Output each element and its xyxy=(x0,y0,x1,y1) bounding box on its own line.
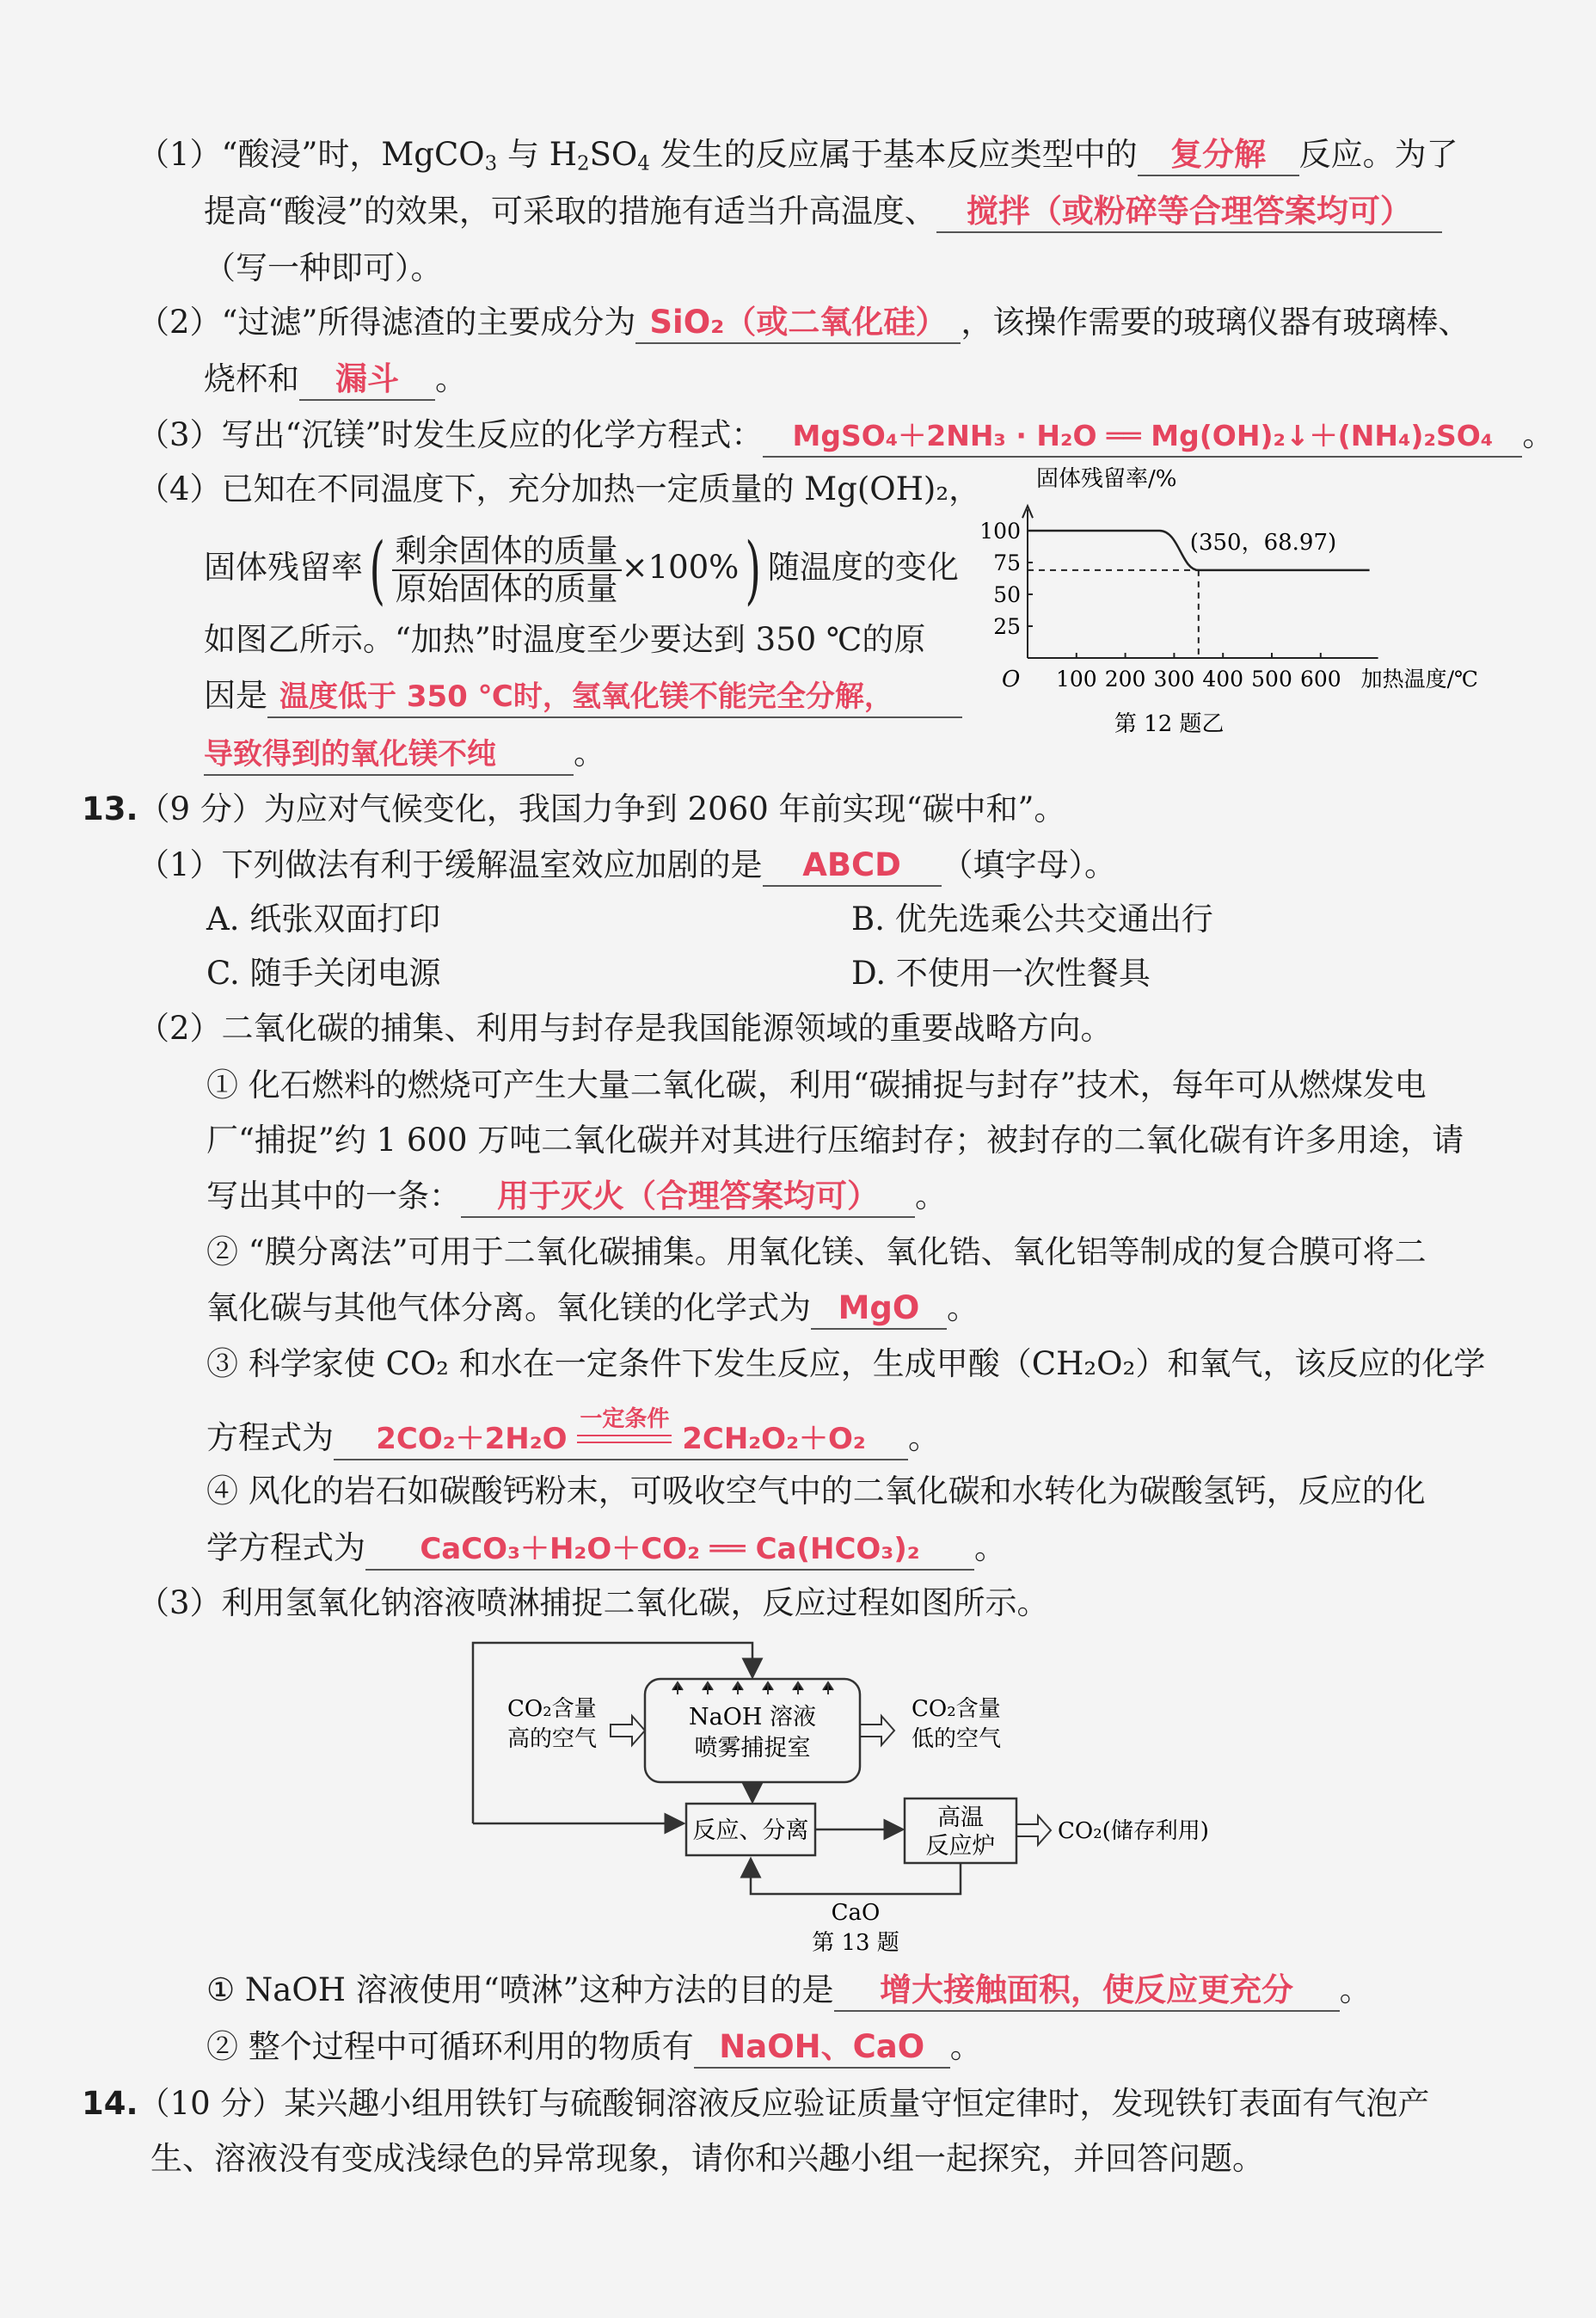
text: 。 xyxy=(1339,1971,1372,2008)
q12-part2-line1 xyxy=(138,302,1470,344)
answer-blank: 温度低于 350 ℃时，氢氧化镁不能完全分解， xyxy=(267,677,962,718)
text: SO xyxy=(589,136,638,173)
x-tick-label: 600 xyxy=(1299,667,1341,692)
q12-part1-line3: （写一种即可）。 xyxy=(204,249,443,286)
q13-part2: （2）二氧化碳的捕集、利用与封存是我国能源领域的重要战略方向。 xyxy=(138,1010,1113,1047)
q12-part2-line2 xyxy=(204,359,467,401)
cao-label: CaO xyxy=(831,1900,881,1926)
answer-blank: MgSO₄＋2NH₃ · H₂O ══ Mg(OH)₂↓＋(NH₄)₂SO₄ xyxy=(763,416,1522,458)
answer-blank: 搅拌（或粉碎等合理答案均可） xyxy=(936,192,1442,233)
separation-label: 反应、分离 xyxy=(692,1817,809,1844)
q13-sub4-line1: ④ 风化的岩石如碳酸钙粉末，可吸收空气中的二氧化碳和水转化为碳酸氢钙，反应的化 xyxy=(206,1473,1426,1509)
reaction-condition: 一定条件 xyxy=(580,1405,670,1432)
y-tick-label: 75 xyxy=(993,550,1021,575)
option-d: D. 不使用一次性餐具 xyxy=(851,955,1151,992)
answer-blank: CaCO₃＋H₂O＋CO₂ ══ Ca(HCO₃)₂ xyxy=(365,1529,974,1571)
question-number: 14. xyxy=(82,2085,138,2122)
equals-sign xyxy=(577,1405,672,1449)
equation-answer xyxy=(334,1405,908,1460)
y-axis-label: 固体残留率/% xyxy=(1036,466,1177,492)
x-tick-label: 400 xyxy=(1202,667,1244,692)
x-tick-label: 300 xyxy=(1153,667,1195,692)
answer-blank: 增大接触面积，使反应更充分 xyxy=(834,1971,1340,2012)
text: 氧化碳与其他气体分离。氧化镁的化学式为 xyxy=(206,1289,811,1326)
q13-sub3-line1: ③ 科学家使 CO₂ 和水在一定条件下发生反应，生成甲酸（CH₂O₂）和氧气，该反应的化学 xyxy=(206,1345,1486,1382)
furnace-label-2: 反应炉 xyxy=(925,1833,996,1860)
text: 。 xyxy=(947,1289,979,1326)
text: ① NaOH 溶液使用“喷淋”这种方法的目的是 xyxy=(206,1971,834,2008)
q12-part4-line2 xyxy=(204,525,959,611)
text: 发生的反应属于基本反应类型中的 xyxy=(649,136,1138,173)
q13-part3-sub2 xyxy=(206,2026,982,2069)
y-tick-label: 25 xyxy=(993,614,1021,639)
q13-sub4-line2 xyxy=(206,1528,1006,1571)
text: （9 分）为应对气候变化，我国力争到 2060 年前实现“碳中和”。 xyxy=(138,790,1066,827)
paren: ) xyxy=(745,526,762,613)
answer-blank: SiO₂（或二氧化硅） xyxy=(635,303,961,344)
fraction xyxy=(392,533,622,607)
output-label-2: 低的空气 xyxy=(912,1726,1002,1752)
option-c: C. 随手关闭电源 xyxy=(206,955,441,992)
co2-storage-label: CO₂(储存利用) xyxy=(1058,1818,1209,1844)
q13-sub2-line1: ② “膜分离法”可用于二氧化碳捕集。用氧化镁、氧化锆、氧化铝等制成的复合膜可将二 xyxy=(206,1233,1427,1270)
text: 与 H xyxy=(497,136,577,173)
capture-room-label-1: NaOH 溶液 xyxy=(689,1704,816,1731)
question-number: 13. xyxy=(82,790,138,827)
point-annotation: (350，68.97) xyxy=(1189,530,1337,556)
answer-blank: 用于灭火（合理答案均可） xyxy=(461,1177,915,1218)
diagram-caption: 第 13 题 xyxy=(812,1930,899,1956)
q13-sub2-line2 xyxy=(206,1288,979,1330)
text: 烧杯和 xyxy=(204,360,299,397)
q12-part1-line1: （1）“酸浸”时，MgCO$_3$ 与 $H_2SO_4$ 发生的反应属于基本反应类型中的 复分解 反应。为了 xyxy=(138,136,1458,175)
text: 。 xyxy=(574,735,605,772)
q13-sub1-line3 xyxy=(206,1176,947,1218)
text: 提高“酸浸”的效果，可采取的措施有适当升高温度、 xyxy=(204,193,936,230)
q14-line2: 生、溶液没有变成浅绿色的异常现象，请你和兴趣小组一起探究，并回答问题。 xyxy=(150,2140,1264,2177)
input-arrow xyxy=(611,1716,645,1745)
text: 。 xyxy=(915,1177,947,1214)
text: 。 xyxy=(974,1529,1006,1566)
text: 。 xyxy=(949,2028,982,2065)
q12-part4-line3: 如图乙所示。“加热”时温度至少要达到 350 ℃的原 xyxy=(204,621,926,658)
origin-label: O xyxy=(1002,667,1021,692)
paren: ( xyxy=(369,526,386,613)
equation-right: 2CH₂O₂＋O₂ xyxy=(682,1422,866,1456)
output-label-1: CO₂含量 xyxy=(912,1696,1001,1722)
text: （1）下列做法有利于缓解温室效应加剧的是 xyxy=(138,846,763,883)
q13-intro xyxy=(82,789,1065,830)
option-a: A. 纸张双面打印 xyxy=(206,901,441,938)
capture-room-label-2: 喷雾捕捉室 xyxy=(694,1735,811,1762)
q13-part3-sub1 xyxy=(206,1970,1372,2012)
text: 随温度的变化 xyxy=(767,549,959,586)
y-tick-label: 50 xyxy=(993,582,1021,607)
text: ② 整个过程中可循环利用的物质有 xyxy=(206,2028,694,2065)
input-label-2: 高的空气 xyxy=(507,1726,598,1752)
text: （填字母）。 xyxy=(941,846,1117,883)
output-arrow xyxy=(860,1716,894,1745)
text: 写出其中的一条： xyxy=(206,1177,461,1214)
fraction-numerator: 剩余固体的质量 xyxy=(392,533,622,571)
q12-part4-line5 xyxy=(204,733,605,776)
text: 固体残留率 xyxy=(204,549,363,586)
q13-sub1-line2: 厂“捕捉”约 1 600 万吨二氧化碳并对其进行压缩封存；被封存的二氧化碳有许多用途，请 xyxy=(206,1122,1464,1159)
text: （10 分）某兴趣小组用铁钉与硫酸铜溶液反应验证质量守恒定律时，发现铁钉表面有气泡产 xyxy=(138,2085,1430,2122)
co2-capture-diagram xyxy=(464,1630,1273,1965)
text: 学方程式为 xyxy=(206,1529,365,1566)
answer-blank: 导致得到的氧化镁不纯 xyxy=(204,735,574,776)
text: 。 xyxy=(908,1419,940,1456)
x-tick-label: 200 xyxy=(1104,667,1146,692)
q12-part3-line xyxy=(138,415,1554,458)
furnace-label-1: 高温 xyxy=(937,1805,984,1831)
q12-part1-line2 xyxy=(204,191,1442,233)
answer-blank: 复分解 xyxy=(1138,135,1299,176)
text: （3）写出“沉镁”时发生反应的化学方程式： xyxy=(138,416,764,453)
q14-line1 xyxy=(82,2083,1429,2124)
text: 反应。为了 xyxy=(1298,136,1458,173)
chart-caption: 第 12 题乙 xyxy=(1114,711,1225,737)
text: ，该操作需要的玻璃仪器有玻璃棒、 xyxy=(961,304,1470,341)
co2-out-arrow xyxy=(1016,1816,1051,1845)
q13-sub3-line2 xyxy=(206,1405,940,1460)
text: （1）“酸浸”时，MgCO xyxy=(138,136,485,173)
input-label-1: CO₂含量 xyxy=(507,1696,597,1722)
x-tick-label: 500 xyxy=(1251,667,1292,692)
answer-blank: MgO xyxy=(811,1288,947,1330)
spray-nozzles xyxy=(672,1682,833,1694)
fraction-denominator: 原始固体的质量 xyxy=(395,569,618,607)
text: 方程式为 xyxy=(206,1419,334,1456)
equation-left: 2CO₂＋2H₂O xyxy=(376,1422,568,1456)
q13-part1 xyxy=(138,845,1116,887)
text: 。 xyxy=(435,360,467,397)
text: 因是 xyxy=(204,677,267,714)
y-tick-label: 100 xyxy=(979,519,1021,544)
x-tick-label: 100 xyxy=(1055,667,1097,692)
x-axis-label: 加热温度/℃ xyxy=(1360,667,1478,692)
text: 。 xyxy=(1522,416,1555,453)
q13-part3: （3）利用氢氧化钠溶液喷淋捕捉二氧化碳，反应过程如图所示。 xyxy=(138,1584,1049,1621)
answer-blank: ABCD xyxy=(763,845,942,887)
q13-sub1-line1: ① 化石燃料的燃烧可产生大量二氧化碳，利用“碳捕捉与封存”技术，每年可从燃煤发电 xyxy=(206,1067,1427,1104)
text: ×100% xyxy=(621,549,740,586)
answer-blank: 漏斗 xyxy=(299,360,435,401)
residue-rate-chart xyxy=(979,460,1522,737)
text: （2）“过滤”所得滤渣的主要成分为 xyxy=(138,304,636,341)
q12-part4-line1: （4）已知在不同温度下，充分加热一定质量的 Mg(OH)₂， xyxy=(138,470,981,507)
q12-part4-line4 xyxy=(204,675,962,718)
option-b: B. 优先选乘公共交通出行 xyxy=(851,901,1213,938)
answer-blank: NaOH、CaO xyxy=(694,2027,950,2069)
